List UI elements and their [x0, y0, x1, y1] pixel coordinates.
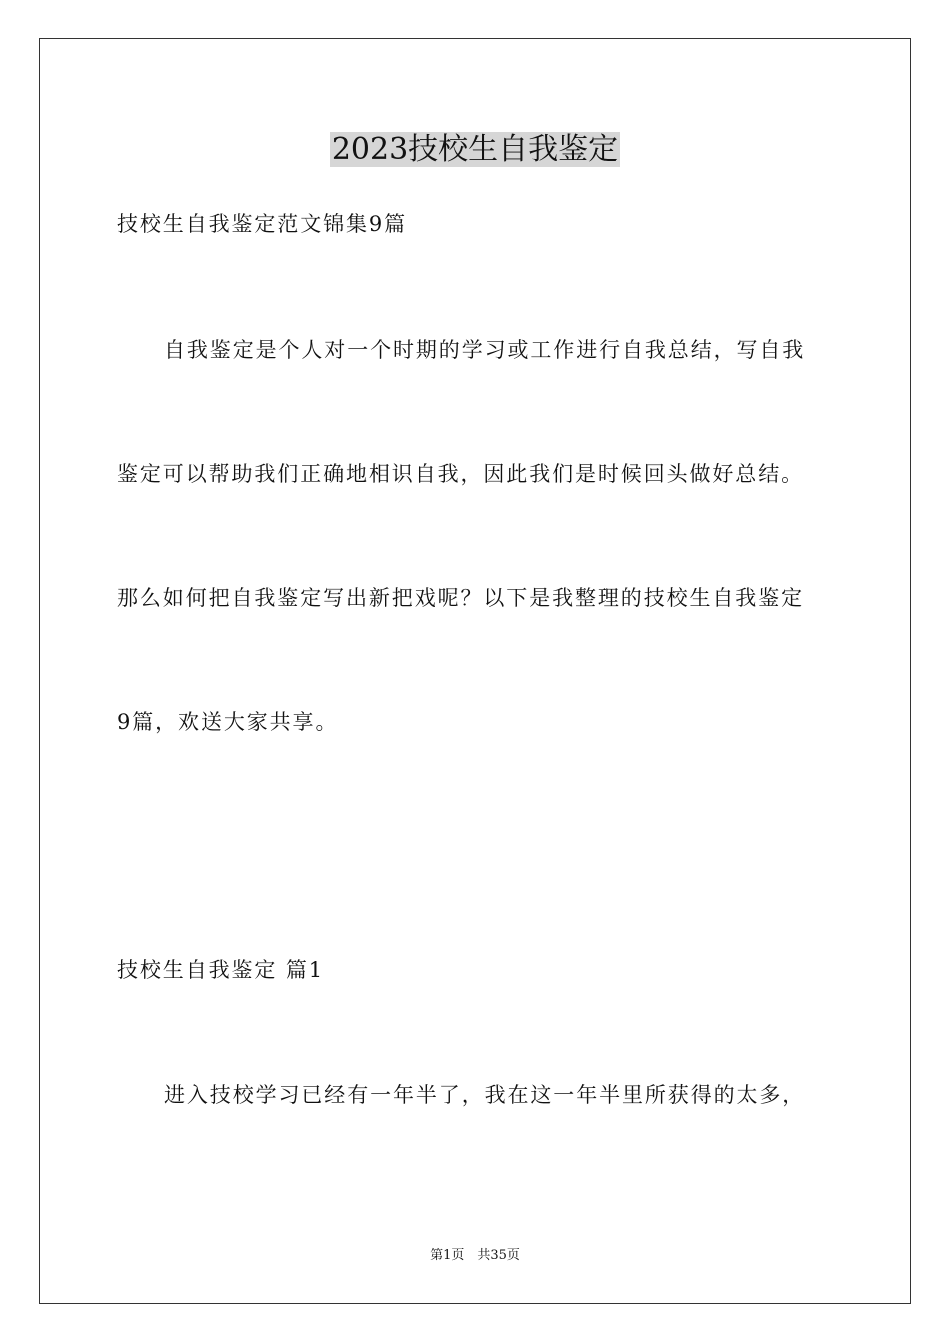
- intro-line-1: 自我鉴定是个人对一个时期的学习或工作进行自我总结，写自我: [164, 338, 806, 362]
- intro-line-4: 9篇，欢送大家共享。: [117, 710, 339, 734]
- section-heading: 技校生自我鉴定 篇1: [117, 958, 325, 982]
- document-title: [0, 128, 950, 172]
- section-first-line: 进入技校学习已经有一年半了，我在这一年半里所获得的太多，: [164, 1083, 806, 1107]
- document-subtitle: 技校生自我鉴定范文锦集9篇: [117, 212, 408, 236]
- intro-line-2: 鉴定可以帮助我们正确地相识自我，因此我们是时候回头做好总结。: [117, 462, 804, 486]
- intro-line-3: 那么如何把自我鉴定写出新把戏呢？以下是我整理的技校生自我鉴定: [117, 586, 804, 610]
- document-title-text: 2023技校生自我鉴定: [331, 132, 619, 167]
- page-number-footer: 第1页 共35页: [430, 1248, 520, 1263]
